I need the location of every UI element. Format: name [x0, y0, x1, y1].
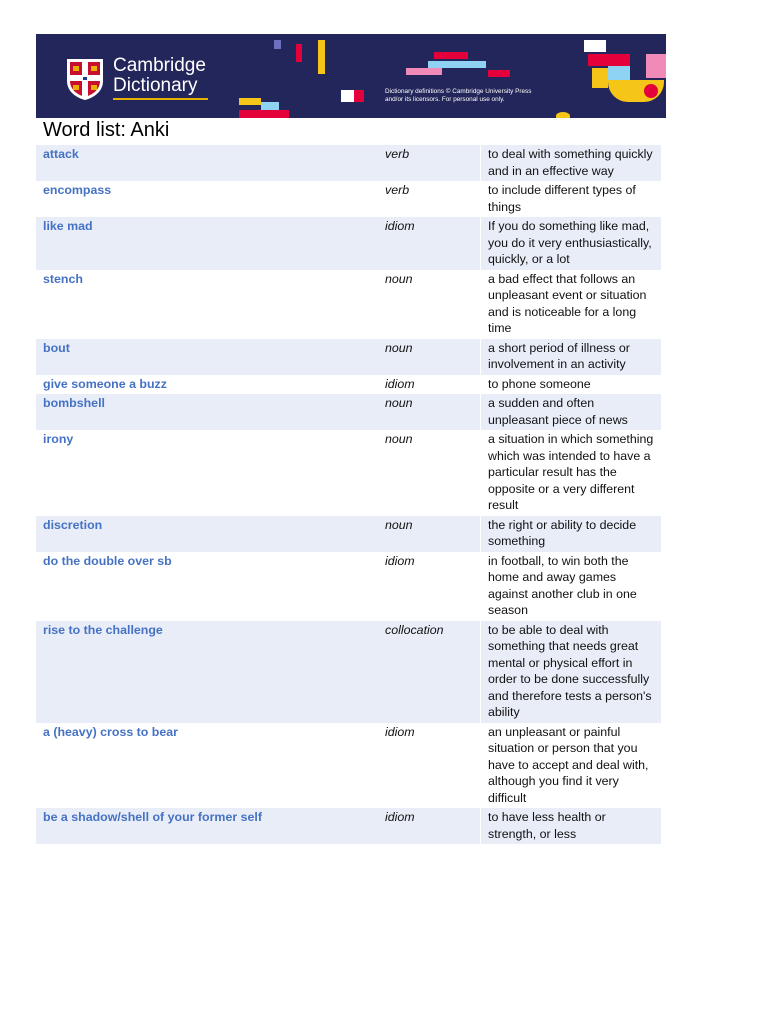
word-entry-row [36, 270, 661, 339]
definition-text: to have less health or strength, or less [481, 808, 662, 844]
word-term: irony [43, 432, 74, 446]
banner-decoration [239, 110, 289, 118]
banner-decoration [644, 84, 658, 98]
brand-line-1: Cambridge [113, 55, 206, 76]
banner-decoration [318, 40, 325, 74]
definition-text: to be able to deal with something that needs great mental or physical effort in order to be done successfully and therefore tests a person's ability [481, 621, 662, 723]
definition-text: to include different types of things [481, 181, 662, 217]
banner-decoration [556, 112, 570, 118]
word-entry-row [36, 552, 661, 621]
word-term: give someone a buzz [43, 376, 167, 391]
word-term: a (heavy) cross to bear [43, 724, 178, 739]
word-term: do the double over sb [43, 553, 172, 568]
part-of-speech: idiom [378, 217, 481, 270]
banner-decoration [296, 44, 302, 62]
banner-decoration [434, 52, 468, 59]
word-entry-row [36, 621, 661, 723]
definition-text: to deal with something quickly and in an effective way [481, 145, 662, 181]
part-of-speech: noun [378, 339, 481, 375]
word-term: encompass [43, 183, 112, 197]
word-entry-row [36, 516, 661, 552]
part-of-speech: verb [385, 183, 410, 197]
word-entry-row [36, 394, 661, 430]
part-of-speech: idiom [385, 553, 415, 568]
copyright-line-2: and/or its licensors. For personal use only. [385, 96, 505, 103]
copyright-notice [385, 88, 585, 104]
banner-decoration [239, 98, 261, 105]
word-entry-row [36, 430, 661, 516]
page-title: Word list: Anki [43, 119, 170, 141]
word-term: stench [43, 271, 83, 286]
brand-line-2: Dictionary [113, 75, 198, 96]
word-entry-row [36, 181, 661, 217]
part-of-speech: noun [378, 394, 481, 430]
brand-underline [113, 98, 208, 100]
word-term: bout [36, 339, 378, 375]
word-entry-row [36, 145, 661, 181]
banner-decoration [341, 90, 355, 102]
banner-decoration [584, 40, 606, 52]
word-term: discretion [36, 516, 378, 552]
definition-text: an unpleasant or painful situation or person that you have to accept and deal with, although you find it very difficult [481, 723, 662, 809]
banner-decoration [261, 102, 279, 110]
definition-text: a sudden and often unpleasant piece of news [481, 394, 662, 430]
word-term: be a shadow/shell of your former self [36, 808, 378, 844]
definition-text: to phone someone [481, 375, 662, 395]
definition-text: the right or ability to decide something [481, 516, 662, 552]
word-entry-row [36, 723, 661, 809]
word-entry-row [36, 375, 661, 395]
part-of-speech: verb [378, 145, 481, 181]
banner-decoration [354, 90, 364, 102]
banner-decoration [488, 70, 510, 77]
banner-decoration [428, 61, 486, 68]
banner-decoration [274, 40, 281, 49]
part-of-speech: idiom [378, 808, 481, 844]
word-entry-row [36, 339, 661, 375]
banner-decoration [592, 68, 608, 88]
definition-text: a situation in which something which was intended to have a particular result has the opposite or a very different result [481, 430, 662, 516]
part-of-speech: idiom [385, 724, 415, 739]
banner-decoration [588, 54, 630, 66]
part-of-speech: noun [385, 271, 413, 286]
word-entry-row [36, 808, 661, 844]
definition-text: in football, to win both the home and away games against another club in one season [481, 552, 662, 621]
copyright-line-1: Dictionary definitions © Cambridge University Press [385, 88, 532, 95]
banner-decoration [406, 68, 442, 75]
banner-decoration [646, 54, 666, 78]
cambridge-dictionary-logo [113, 56, 208, 100]
banner-decoration [608, 66, 630, 80]
word-entry-row [36, 217, 661, 270]
part-of-speech: noun [378, 516, 481, 552]
part-of-speech: collocation [378, 621, 481, 723]
cambridge-dictionary-banner [36, 34, 666, 118]
cambridge-crest-icon [65, 57, 105, 101]
definition-text: a short period of illness or involvement in an activity [481, 339, 662, 375]
part-of-speech: idiom [385, 376, 415, 391]
word-list-body [36, 145, 661, 844]
word-list-table [36, 145, 661, 844]
part-of-speech: noun [385, 432, 413, 446]
word-term: rise to the challenge [36, 621, 378, 723]
definition-text: a bad effect that follows an unpleasant event or situation and is noticeable for a long time [481, 270, 662, 339]
definition-text: If you do something like mad, you do it very enthusiastically, quickly, or a lot [481, 217, 662, 270]
word-term: attack [36, 145, 378, 181]
word-term: bombshell [36, 394, 378, 430]
word-term: like mad [36, 217, 378, 270]
